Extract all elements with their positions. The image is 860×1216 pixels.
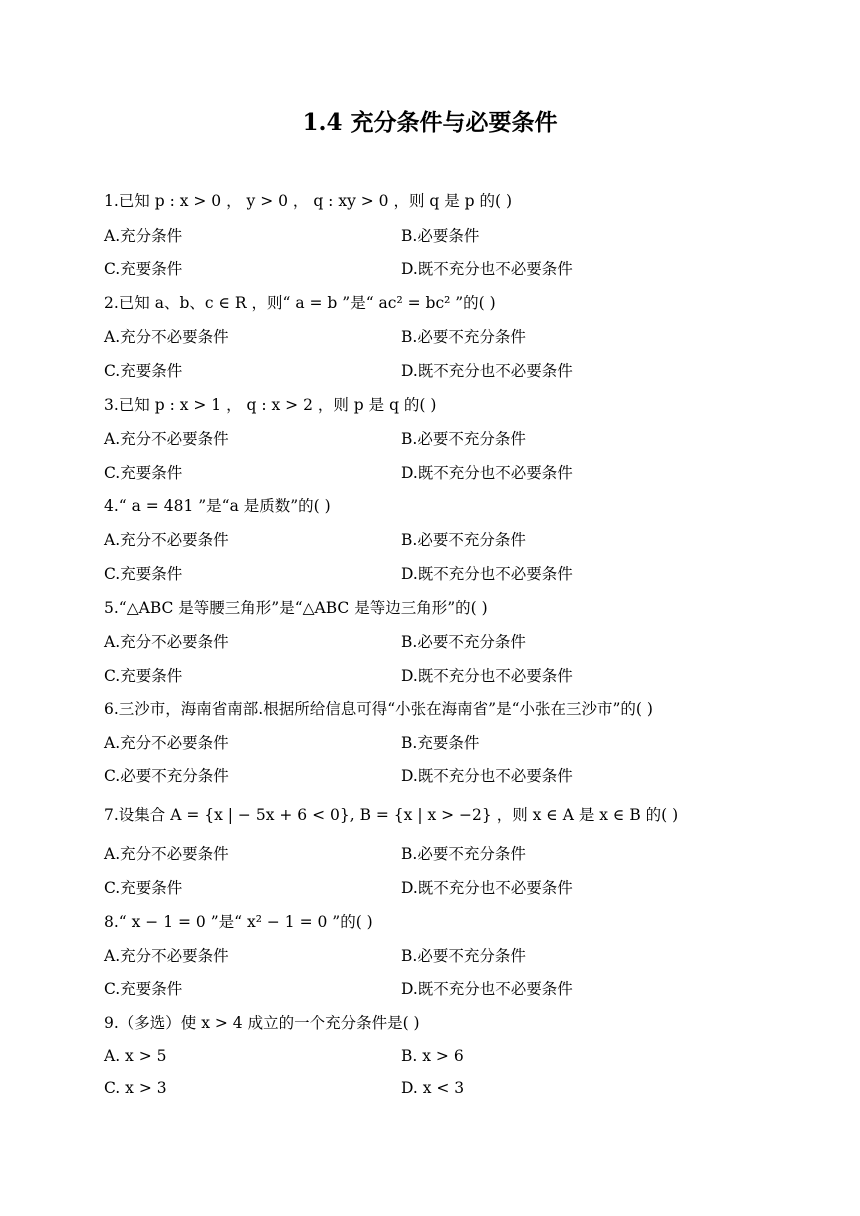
question-3-option-c: C.充要条件 [104, 464, 183, 482]
question-1-option-d: D.既不充分也不必要条件 [401, 260, 573, 278]
question-7-option-d: D.既不充分也不必要条件 [401, 879, 573, 897]
question-9-stem: 9.（多选）使 x > 4 成立的一个充分条件是( ) [104, 1014, 420, 1032]
question-5-option-b: B.必要不充分条件 [401, 633, 526, 651]
question-2-option-b: B.必要不充分条件 [401, 328, 526, 346]
page-title: 1.4 充分条件与必要条件 [302, 109, 558, 136]
question-5-option-a: A.充分不必要条件 [104, 633, 229, 651]
question-1-option-c: C.充要条件 [104, 260, 183, 278]
question-2-option-a: A.充分不必要条件 [104, 328, 229, 346]
question-5-stem: 5.“△ABC 是等腰三角形”是“△ABC 是等边三角形”的( ) [104, 599, 488, 617]
question-4-stem: 4.“ a = 481 ”是“a 是质数”的( ) [104, 497, 331, 515]
question-5-option-c: C.充要条件 [104, 667, 183, 685]
question-9-option-b: B. x > 6 [401, 1047, 464, 1065]
question-1-stem: 1.已知 p : x > 0 ， y > 0 ， q : xy > 0 ，则 q 是 p 的( ) [104, 192, 513, 210]
question-2-option-d: D.既不充分也不必要条件 [401, 362, 573, 380]
question-3-stem: 3.已知 p : x > 1 ， q : x > 2 ，则 p 是 q 的( ) [104, 396, 437, 414]
question-4-option-d: D.既不充分也不必要条件 [401, 565, 573, 583]
question-8-option-b: B.必要不充分条件 [401, 947, 526, 965]
question-3-option-d: D.既不充分也不必要条件 [401, 464, 573, 482]
question-9-option-d: D. x < 3 [401, 1079, 465, 1097]
question-6-stem: 6.三沙市，海南省南部.根据所给信息可得“小张在海南省”是“小张在三沙市”的( ) [104, 700, 653, 718]
question-8-option-d: D.既不充分也不必要条件 [401, 980, 573, 998]
question-3-option-a: A.充分不必要条件 [104, 430, 229, 448]
question-7-option-b: B.必要不充分条件 [401, 845, 526, 863]
question-3-option-b: B.必要不充分条件 [401, 430, 526, 448]
question-6-option-a: A.充分不必要条件 [104, 734, 229, 752]
question-6-option-d: D.既不充分也不必要条件 [401, 767, 573, 785]
question-8-option-a: A.充分不必要条件 [104, 947, 229, 965]
question-5-option-d: D.既不充分也不必要条件 [401, 667, 573, 685]
question-2-stem: 2.已知 a、b、c ∈ R ，则“ a = b ”是“ ac² = bc² ”的( ) [104, 294, 496, 312]
question-9-option-a: A. x > 5 [104, 1047, 167, 1065]
question-1-option-b: B.必要条件 [401, 227, 480, 245]
question-1-option-a: A.充分条件 [104, 227, 183, 245]
question-4-option-b: B.必要不充分条件 [401, 531, 526, 549]
question-4-option-c: C.充要条件 [104, 565, 183, 583]
question-2-option-c: C.充要条件 [104, 362, 183, 380]
question-7-option-a: A.充分不必要条件 [104, 845, 229, 863]
question-4-option-a: A.充分不必要条件 [104, 531, 229, 549]
question-7-stem: 7.设集合 A = {x | − 5x + 6 < 0}, B = {x | x > −2} ，则 x ∈ A 是 x ∈ B 的( ) [104, 806, 679, 824]
question-7-option-c: C.充要条件 [104, 879, 183, 897]
question-9-option-c: C. x > 3 [104, 1079, 167, 1097]
question-8-option-c: C.充要条件 [104, 980, 183, 998]
question-8-stem: 8.“ x − 1 = 0 ”是“ x² − 1 = 0 ”的( ) [104, 913, 373, 931]
question-6-option-b: B.充要条件 [401, 734, 480, 752]
question-6-option-c: C.必要不充分条件 [104, 767, 229, 785]
